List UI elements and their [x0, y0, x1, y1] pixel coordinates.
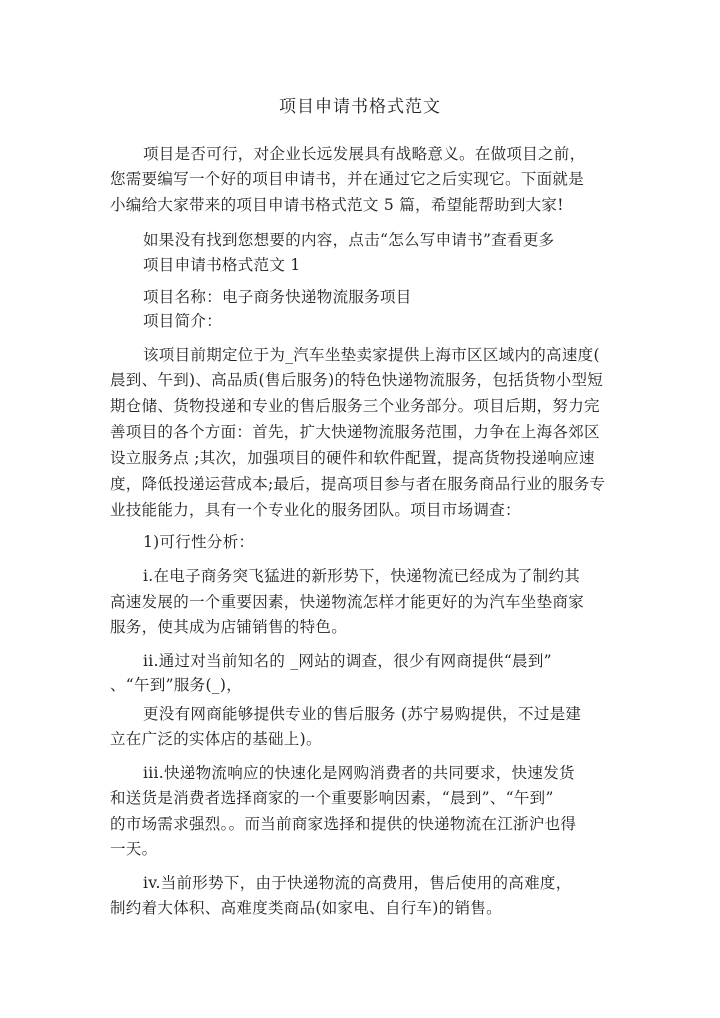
project-name-line: 项目名称：电子商务快递物流服务项目	[143, 288, 412, 306]
paragraph-line: 该项目前期定位于为_汽车坐垫卖家提供上海市区区域内的高速度(	[143, 346, 600, 364]
paragraph-line: iv.当前形势下，由于快递物流的高费用，售后使用的高难度，	[143, 874, 572, 892]
paragraph-line: 更没有网商能够提供专业的售后服务 (苏宁易购提供，不过是建	[143, 705, 582, 723]
paragraph-line: 制约着大体积、高难度类商品(如家电、自行车)的销售。	[110, 899, 502, 917]
paragraph-line: 高速发展的一个重要因素，快递物流怎样才能更好的为汽车坐垫商家	[110, 593, 585, 611]
paragraph-line: ii.通过对当前知名的 _网站的调查，很少有网商提供“晨到”	[143, 652, 552, 670]
section-heading: 项目申请书格式范文 1	[143, 256, 301, 274]
paragraph-line: 、“午到”服务(_)，	[110, 676, 242, 694]
paragraph-line: 业技能能力，具有一个专业化的服务团队。项目市场调查：	[110, 501, 521, 519]
paragraph-line: 一天。	[110, 840, 158, 858]
paragraph-line: 您需要编写一个好的项目申请书，并在通过它之后实现它。下面就是	[110, 170, 585, 188]
paragraph-line: 立在广泛的实体店的基础上)。	[110, 730, 322, 748]
paragraph-line: 设立服务点 ;其次，加强项目的硬件和软件配置，提高货物投递响应速	[110, 449, 595, 467]
paragraph-line: 晨到、午到)、高品质(售后服务)的特色快递物流服务，包括货物小型短	[110, 371, 604, 389]
paragraph-line: 小编给大家带来的项目申请书格式范文 5 篇，希望能帮助到大家!	[110, 196, 564, 214]
paragraph-line: 如果没有找到您想要的内容，点击“怎么写申请书”查看更多	[143, 231, 555, 249]
paragraph-line: 的市场需求强烈。。而当前商家选择和提供的快递物流在江浙沪也得	[110, 815, 577, 833]
paragraph-line: 善项目的各个方面：首先，扩大快递物流服务范围，力争在上海各郊区	[110, 423, 600, 441]
paragraph-line: i.在电子商务突飞猛进的新形势下，快递物流已经成为了制约其	[143, 567, 581, 585]
paragraph-line: 度，降低投递运营成本;最后，提高项目参与者在服务商品行业的服务专	[110, 475, 606, 493]
paragraph-line: 期仓储、货物投递和专业的售后服务三个业务部分。项目后期，努力完	[110, 397, 600, 415]
project-intro-label: 项目简介：	[143, 312, 223, 330]
document-title: 项目申请书格式范文	[279, 97, 441, 117]
paragraph-line: 项目是否可行，对企业长远发展具有战略意义。在做项目之前，	[143, 145, 586, 163]
paragraph-line: 服务，使其成为店铺销售的特色。	[110, 618, 348, 636]
subsection-heading: 1)可行性分析：	[143, 533, 255, 551]
paragraph-line: 和送货是消费者选择商家的一个重要影响因素，“晨到”、“午到”	[110, 789, 554, 807]
paragraph-line: iii.快递物流响应的快速化是网购消费者的共同要求，快速发货	[143, 764, 575, 782]
